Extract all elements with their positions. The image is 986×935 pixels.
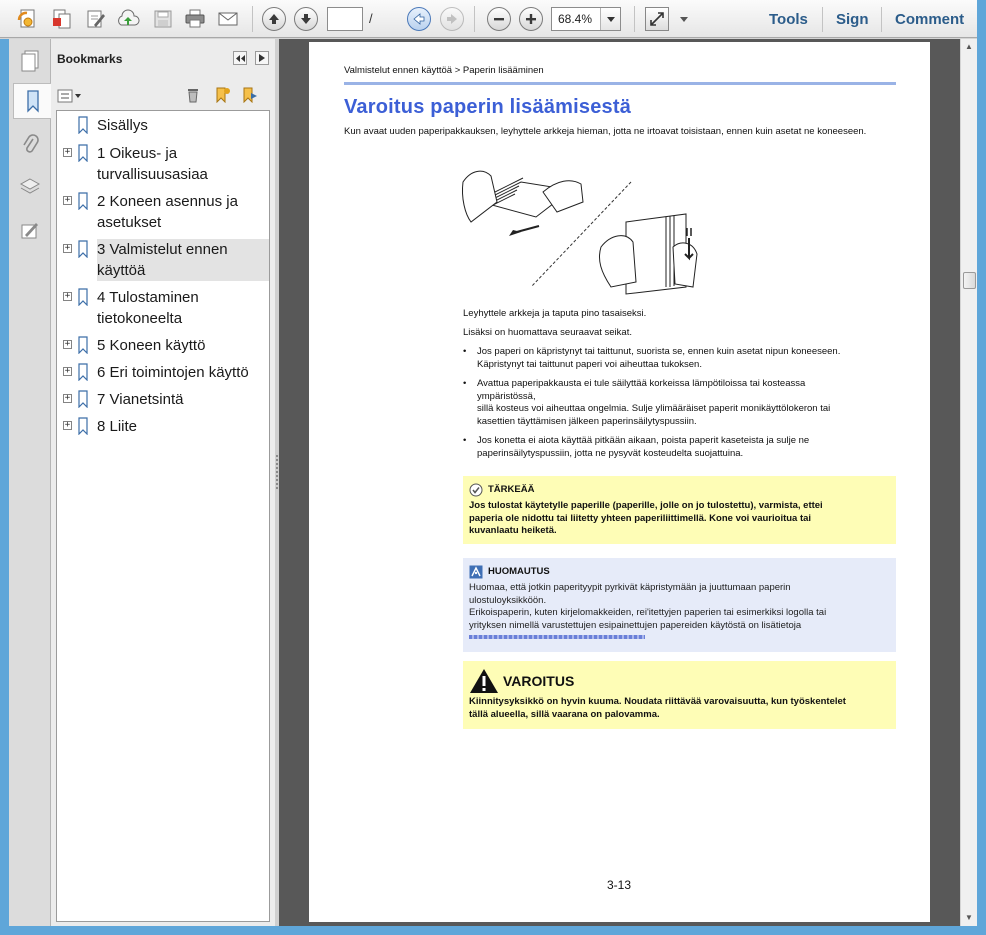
bookmark-icon: [23, 89, 43, 113]
bullet-line: Käpristynyt tai taittunut paperi voi aiheuttaa tukoksen.: [477, 358, 702, 370]
next-view-button[interactable]: [438, 5, 466, 33]
minus-icon: [487, 7, 511, 31]
warning-triangle-icon: [469, 668, 499, 694]
chevron-down-icon: [75, 94, 81, 98]
next-page-button[interactable]: [292, 5, 320, 33]
options-list-icon: [57, 89, 73, 103]
layers-icon: [19, 176, 41, 198]
arrow-left-circle-icon: [407, 7, 431, 31]
note-text: [469, 582, 890, 632]
toolbar-options-button[interactable]: [674, 5, 694, 33]
panel-options-button[interactable]: [255, 51, 269, 65]
arrow-right-circle-icon: [440, 7, 464, 31]
toolbar-separator: [474, 6, 475, 32]
new-bookmark-button[interactable]: [213, 87, 231, 105]
bookmark-label-line: 3 Valmistelut ennen: [97, 241, 228, 258]
expand-toggle-icon[interactable]: +: [64, 291, 71, 301]
bookmark-label-line: Sisällys: [97, 117, 148, 134]
bookmarks-panel: [51, 39, 275, 926]
page-thumbnails-button[interactable]: [13, 43, 47, 79]
arrow-up-icon: [262, 7, 286, 31]
bullet-list: [463, 346, 893, 467]
expand-icon: [645, 7, 669, 31]
lead-paragraph: Lisäksi on huomattava seuraavat seikat.: [463, 327, 632, 338]
toolbar-separator: [634, 6, 635, 32]
bookmark-label-line: tietokoneelta: [97, 310, 183, 327]
window-border-bottom: [0, 926, 986, 935]
bookmark-label: [97, 115, 269, 136]
create-pdf-icon[interactable]: [14, 5, 42, 33]
bullet-line: paperinsäilytyspussiin, jotta ne pysyvät kosteudelta suojattuina.: [477, 447, 744, 459]
bookmark-label-line: asetukset: [97, 214, 162, 231]
bookmark-icon: [76, 240, 90, 258]
warning-box: [463, 661, 896, 729]
note-box: [463, 558, 896, 652]
bookmark-icon: [76, 417, 90, 435]
expand-toggle-icon[interactable]: +: [64, 393, 71, 403]
toolbar-separator: [252, 6, 253, 32]
bookmark-icon: [76, 144, 90, 162]
important-heading: TÄRKEÄÄ: [488, 483, 535, 495]
email-icon[interactable]: [214, 5, 242, 33]
expand-bookmark-button[interactable]: [241, 87, 259, 105]
previous-page-button[interactable]: [260, 5, 288, 33]
bookmark-label: [97, 416, 269, 437]
bookmark-tree: [56, 110, 270, 922]
chevron-down-icon[interactable]: [600, 8, 620, 30]
chevron-right-icon: [259, 54, 265, 62]
expand-toggle-icon[interactable]: +: [64, 366, 71, 376]
notice-line: Kiinnitysyksikkö on hyvin kuuma. Noudata riittävää varovaisuutta, kun työskentelet: [469, 696, 846, 707]
bookmark-label: [97, 335, 269, 356]
warning-text: [469, 696, 890, 721]
trash-icon: [185, 87, 201, 103]
signature-pen-icon: [19, 220, 41, 242]
page-title: Varoitus paperin lisäämisestä: [344, 96, 632, 118]
bookmark-icon: [76, 336, 90, 354]
checkmark-circle-icon: [469, 483, 483, 497]
notice-line: Jos tulostat käytetylle paperille (paperille, jolle on jo tulostettu), varmista, ettei: [469, 500, 823, 511]
bookmark-label: [97, 239, 269, 281]
zoom-value: 68.4%: [558, 12, 593, 26]
notice-line: paperia ole nidottu tai liitetty yhteen paperiliittimellä. Kone voi vaurioitua tai: [469, 512, 812, 524]
warning-heading: VAROITUS: [503, 672, 575, 689]
bookmark-label-line: 1 Oikeus- ja: [97, 145, 178, 162]
bookmarks-toolbar: [51, 83, 275, 109]
bookmark-label-line: 7 Vianetsintä: [97, 391, 184, 408]
bookmark-icon: [76, 390, 90, 408]
expand-toggle-icon[interactable]: +: [64, 243, 71, 253]
paperclip-icon: [20, 133, 40, 157]
zoom-out-button[interactable]: [485, 5, 513, 33]
note-info-icon: [469, 565, 483, 579]
page-breadcrumb: Valmistelut ennen käyttöä > Paperin lisääminen: [344, 65, 544, 76]
reference-link[interactable]: [469, 635, 645, 639]
splitter-grip[interactable]: [276, 455, 278, 491]
note-heading: HUOMAUTUS: [488, 565, 550, 577]
toolbar-separator: [881, 7, 882, 32]
full-screen-button[interactable]: [643, 5, 671, 33]
bookmark-label: [97, 362, 269, 383]
bookmark-options-button[interactable]: [57, 87, 83, 105]
bookmark-arrow-icon: [241, 87, 259, 103]
scroll-down-icon[interactable]: ▼: [965, 913, 973, 922]
bullet-line: kasettien täyttämisen jälkeen paperinsäilytyspussiin.: [477, 415, 697, 427]
panel-title: Bookmarks: [57, 52, 123, 66]
fanning-paper-illustration: [461, 162, 721, 302]
chevron-down-icon: [680, 17, 688, 22]
print-icon[interactable]: [181, 5, 209, 33]
upload-cloud-icon[interactable]: [114, 5, 142, 33]
previous-view-button[interactable]: [405, 5, 433, 33]
bookmark-icon: [76, 192, 90, 210]
zoom-select[interactable]: [551, 7, 621, 31]
header-rule: [344, 82, 896, 85]
pdf-page: [309, 42, 930, 922]
bookmark-icon: [76, 363, 90, 381]
notice-line: Huomaa, että jotkin paperityypit pyrkivät käpristymään ja juuttumaan paperin: [469, 582, 791, 593]
sign-button[interactable]: Sign: [836, 11, 869, 28]
bookmark-label-line: 8 Liite: [97, 418, 138, 435]
bullet-line: sillä kosteus voi aiheuttaa ongelmia. Sulje ylimääräiset paperit monikäyttölokeron tai: [477, 403, 831, 414]
expand-toggle-icon[interactable]: +: [64, 339, 71, 349]
bookmark-label-line: turvallisuusasiaa: [97, 166, 208, 183]
double-chevron-left-icon: [236, 55, 245, 62]
notice-line: Erikoispaperin, kuten kirjelomakkeiden, rei'itettyjen paperien tai esimerkiksi logolla tai: [469, 607, 827, 618]
pages-icon: [19, 49, 41, 73]
main-toolbar: [0, 0, 986, 38]
bullet-item: [463, 435, 893, 460]
save-icon[interactable]: [149, 5, 177, 33]
comment-button[interactable]: Comment: [895, 11, 965, 28]
layers-button[interactable]: [13, 169, 47, 205]
combine-files-icon[interactable]: [48, 5, 76, 33]
edit-document-icon[interactable]: [82, 5, 110, 33]
bookmark-label-line: 4 Tulostaminen: [97, 289, 199, 306]
tools-button[interactable]: Tools: [769, 11, 808, 28]
bullet-line: • Avattua paperipakkausta ei tule säilyttää korkeissa lämpötiloissa tai kosteassa: [477, 378, 806, 389]
bookmark-label-line: 2 Koneen asennus ja: [97, 193, 238, 210]
important-box: [463, 476, 896, 544]
notice-line: ulostuloyksikköön.: [469, 594, 547, 606]
bookmark-label-line: käyttöä: [97, 262, 146, 279]
bookmark-label: [97, 389, 269, 410]
delete-bookmark-button[interactable]: [185, 87, 203, 105]
bookmark-icon: [76, 116, 90, 134]
bookmark-label: [97, 287, 269, 329]
page-separator: /: [369, 11, 373, 26]
expand-toggle-icon[interactable]: +: [64, 195, 71, 205]
navigation-rail: [9, 39, 51, 926]
illustration-caption: Leyhyttele arkkeja ja taputa pino tasaiseksi.: [463, 308, 647, 319]
signatures-button[interactable]: [13, 213, 47, 249]
bullet-item: [463, 378, 893, 428]
bookmark-label: [97, 191, 269, 233]
page-number: 3-13: [607, 878, 632, 892]
notice-line: yrityksen nimellä varustettujen esipainettujen papereiden käytöstä on lisätietoja: [469, 619, 802, 631]
expand-toggle-icon[interactable]: +: [64, 147, 71, 157]
bullet-line: • Jos paperi on käpristynyt tai taittunut, suorista se, ennen kuin asetat nipun koneeseen.: [477, 346, 841, 357]
arrow-down-icon: [294, 7, 318, 31]
window-border-right: [977, 0, 986, 935]
bookmark-icon: [76, 288, 90, 306]
expand-toggle-icon[interactable]: +: [64, 420, 71, 430]
notice-line: kuvanlaatu heiketä.: [469, 525, 557, 536]
bookmarks-button[interactable]: [13, 83, 51, 119]
bullet-line: • Jos konetta ei aiota käyttää pitkään aikaan, poista paperit kaseteista ja sulje ne: [477, 435, 810, 446]
vertical-scrollbar[interactable]: [960, 39, 977, 926]
bookmark-label-line: 5 Koneen käyttö: [97, 337, 206, 354]
scroll-up-icon[interactable]: ▲: [965, 42, 973, 51]
zoom-in-button[interactable]: [517, 5, 545, 33]
plus-icon: [519, 7, 543, 31]
bullet-line: ympäristössä,: [477, 390, 536, 402]
new-bookmark-icon: [213, 87, 231, 103]
bookmark-label: [97, 143, 269, 185]
page-number-input[interactable]: [327, 7, 363, 31]
toolbar-separator: [822, 7, 823, 32]
bullet-item: [463, 346, 893, 371]
collapse-panel-button[interactable]: [233, 51, 247, 65]
attachments-button[interactable]: [13, 127, 47, 163]
notice-line: tällä alueella, sillä vaarana on palovamma.: [469, 708, 660, 720]
window-border-left: [0, 39, 9, 935]
important-text: [469, 500, 890, 538]
scrollbar-thumb[interactable]: [963, 272, 976, 289]
intro-paragraph: Kun avaat uuden paperipakkauksen, leyhyttele arkkeja hieman, jotta ne irtoavat toisistaan, ennen kuin asetat ne koneeseen.: [344, 126, 867, 137]
bookmark-label-line: 6 Eri toimintojen käyttö: [97, 364, 249, 381]
